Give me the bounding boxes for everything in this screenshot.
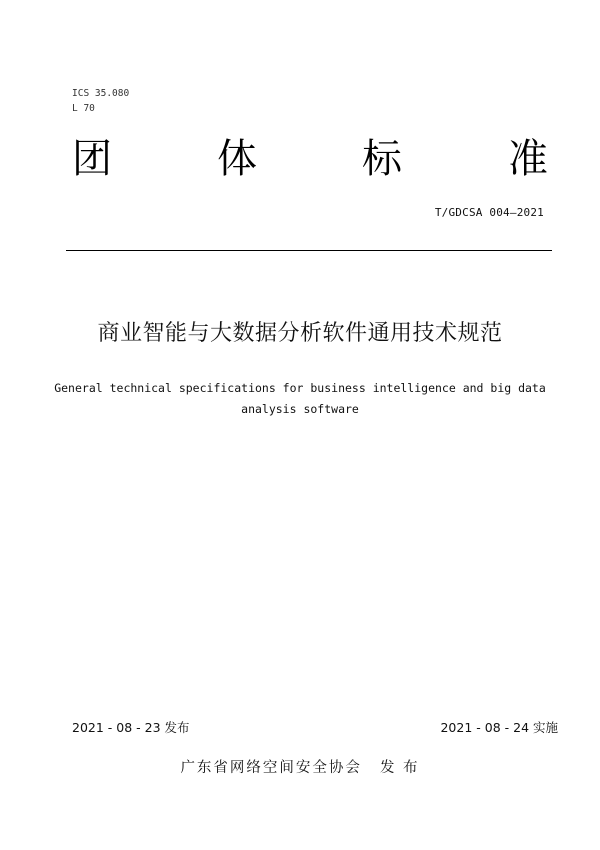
- title-chinese: 商业智能与大数据分析软件通用技术规范: [97, 321, 503, 346]
- implementation-date: 2021 - 08 - 24 实施: [440, 720, 558, 735]
- header-divider: [66, 250, 552, 251]
- classification-codes: [72, 86, 129, 116]
- title-english-line-1: General technical specifications for business intelligence and big data: [54, 381, 546, 395]
- ccs-code: L 70: [72, 103, 95, 114]
- standard-number: T/GDCSA 004—2021: [434, 206, 544, 219]
- issuer-action: 发 布: [379, 760, 420, 776]
- ics-code: ICS 35.080: [72, 88, 130, 99]
- standard-type-char-4: 准: [508, 136, 548, 182]
- standard-type-char-3: 标: [362, 136, 402, 182]
- title-english: [40, 378, 560, 420]
- title-english-line-2: analysis software: [241, 402, 359, 416]
- issue-date: 2021 - 08 - 23 发布: [72, 720, 190, 735]
- issuer-line: [0, 756, 600, 777]
- standard-type-char-1: 团: [72, 136, 112, 182]
- standard-type-heading: [72, 136, 552, 182]
- issuer-name: 广东省网络空间安全协会: [180, 760, 362, 776]
- standard-type-char-2: 体: [217, 136, 257, 182]
